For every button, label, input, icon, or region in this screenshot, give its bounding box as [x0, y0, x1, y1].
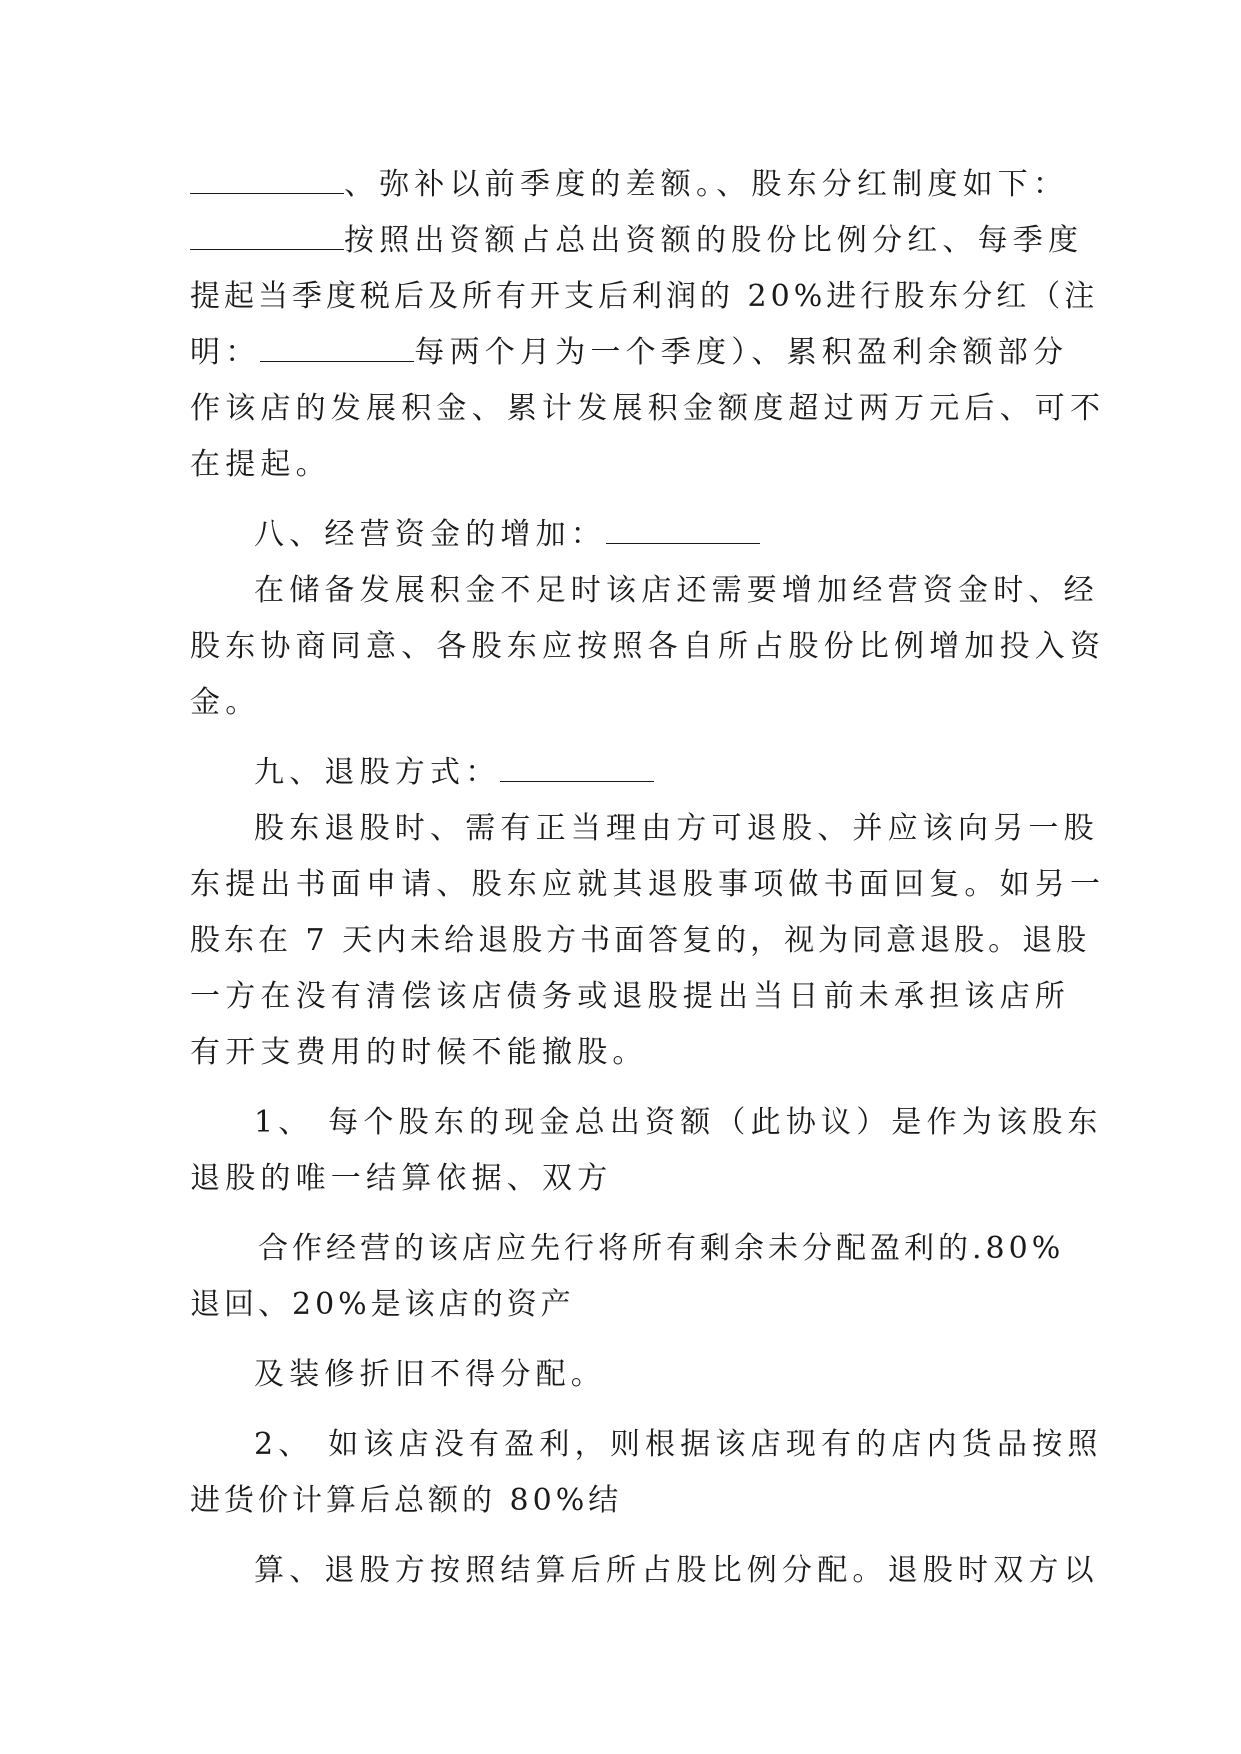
text-line-24	[254, 1551, 1099, 1591]
line-text: 合作经营的该店应先行将所有剩余未分配盈利的.80%	[258, 1231, 1065, 1266]
text-line-1	[190, 165, 1068, 205]
line-text: 退股的唯一结算依据、双方	[190, 1161, 613, 1196]
text-line-23	[190, 1481, 622, 1521]
section-heading-9	[254, 753, 654, 793]
text-line-3	[190, 277, 1098, 317]
text-line-5	[190, 389, 1105, 429]
line-text-prefix: 明：	[190, 335, 261, 370]
text-line-21	[254, 1355, 606, 1395]
line-text: 股东在 7 天内未给退股方书面答复的，视为同意退股。退股	[190, 923, 1091, 958]
clause-1	[254, 1103, 1103, 1143]
line-text: 在提起。	[190, 447, 331, 482]
text-line-14	[190, 921, 1090, 961]
text-line-18	[190, 1159, 612, 1199]
heading-text: 八、经营资金的增加：	[254, 517, 606, 552]
line-text: 算、退股方按照结算后所占股比例分配。退股时双方以	[254, 1553, 1099, 1588]
text-line-4	[190, 333, 1068, 373]
text-line-10	[190, 683, 260, 723]
text-line-12	[254, 809, 1099, 849]
line-text: 按照出资额占总出资额的股份比例分红、每季度	[344, 223, 1084, 258]
fill-blank	[260, 335, 414, 362]
line-text: 有开支费用的时候不能撤股。	[190, 1035, 648, 1070]
line-text: 2、 如该店没有盈利，则根据该店现有的店内货品按照	[254, 1427, 1103, 1462]
line-text: 一方在没有清偿该店债务或退股提出当日前未承担该店所	[190, 979, 1070, 1014]
text-line-13	[190, 865, 1105, 905]
clause-2	[254, 1425, 1103, 1465]
line-text: 股东退股时、需有正当理由方可退股、并应该向另一股	[254, 811, 1099, 846]
fill-blank	[500, 755, 654, 782]
fill-blank	[606, 517, 760, 544]
section-heading-8	[254, 515, 760, 555]
text-line-16	[190, 1033, 648, 1073]
text-line-20	[190, 1285, 575, 1325]
line-text: 及装修折旧不得分配。	[254, 1357, 606, 1392]
fill-blank	[190, 167, 344, 194]
line-text: 金。	[190, 685, 261, 720]
line-text: 作该店的发展积金、累计发展积金额度超过两万元后、可不	[190, 391, 1106, 426]
fill-blank	[190, 223, 344, 250]
text-line-6	[190, 445, 331, 485]
line-text: 东提出书面申请、股东应就其退股事项做书面回复。如另一	[190, 867, 1106, 902]
heading-text: 九、退股方式：	[254, 755, 501, 790]
line-text: 提起当季度税后及所有开支后利润的 20%进行股东分红（注	[190, 279, 1099, 314]
line-text: 退回、20%是该店的资产	[190, 1287, 575, 1322]
line-text: 、弥补以前季度的差额。、股东分红制度如下：	[344, 167, 1069, 202]
line-text: 1、 每个股东的现金总出资额（此协议）是作为该股东	[254, 1105, 1103, 1140]
line-text: 每两个月为一个季度）、累积盈利余额部分	[414, 335, 1069, 370]
text-line-9	[190, 627, 1105, 667]
text-line-2	[190, 221, 1083, 261]
line-text: 股东协商同意、各股东应按照各自所占股份比例增加投入资	[190, 629, 1106, 664]
text-line-8	[254, 571, 1099, 611]
text-line-19	[258, 1229, 1064, 1269]
line-text: 在储备发展积金不足时该店还需要增加经营资金时、经	[254, 573, 1099, 608]
text-line-15	[190, 977, 1070, 1017]
line-text: 进货价计算后总额的 80%结	[190, 1483, 623, 1518]
